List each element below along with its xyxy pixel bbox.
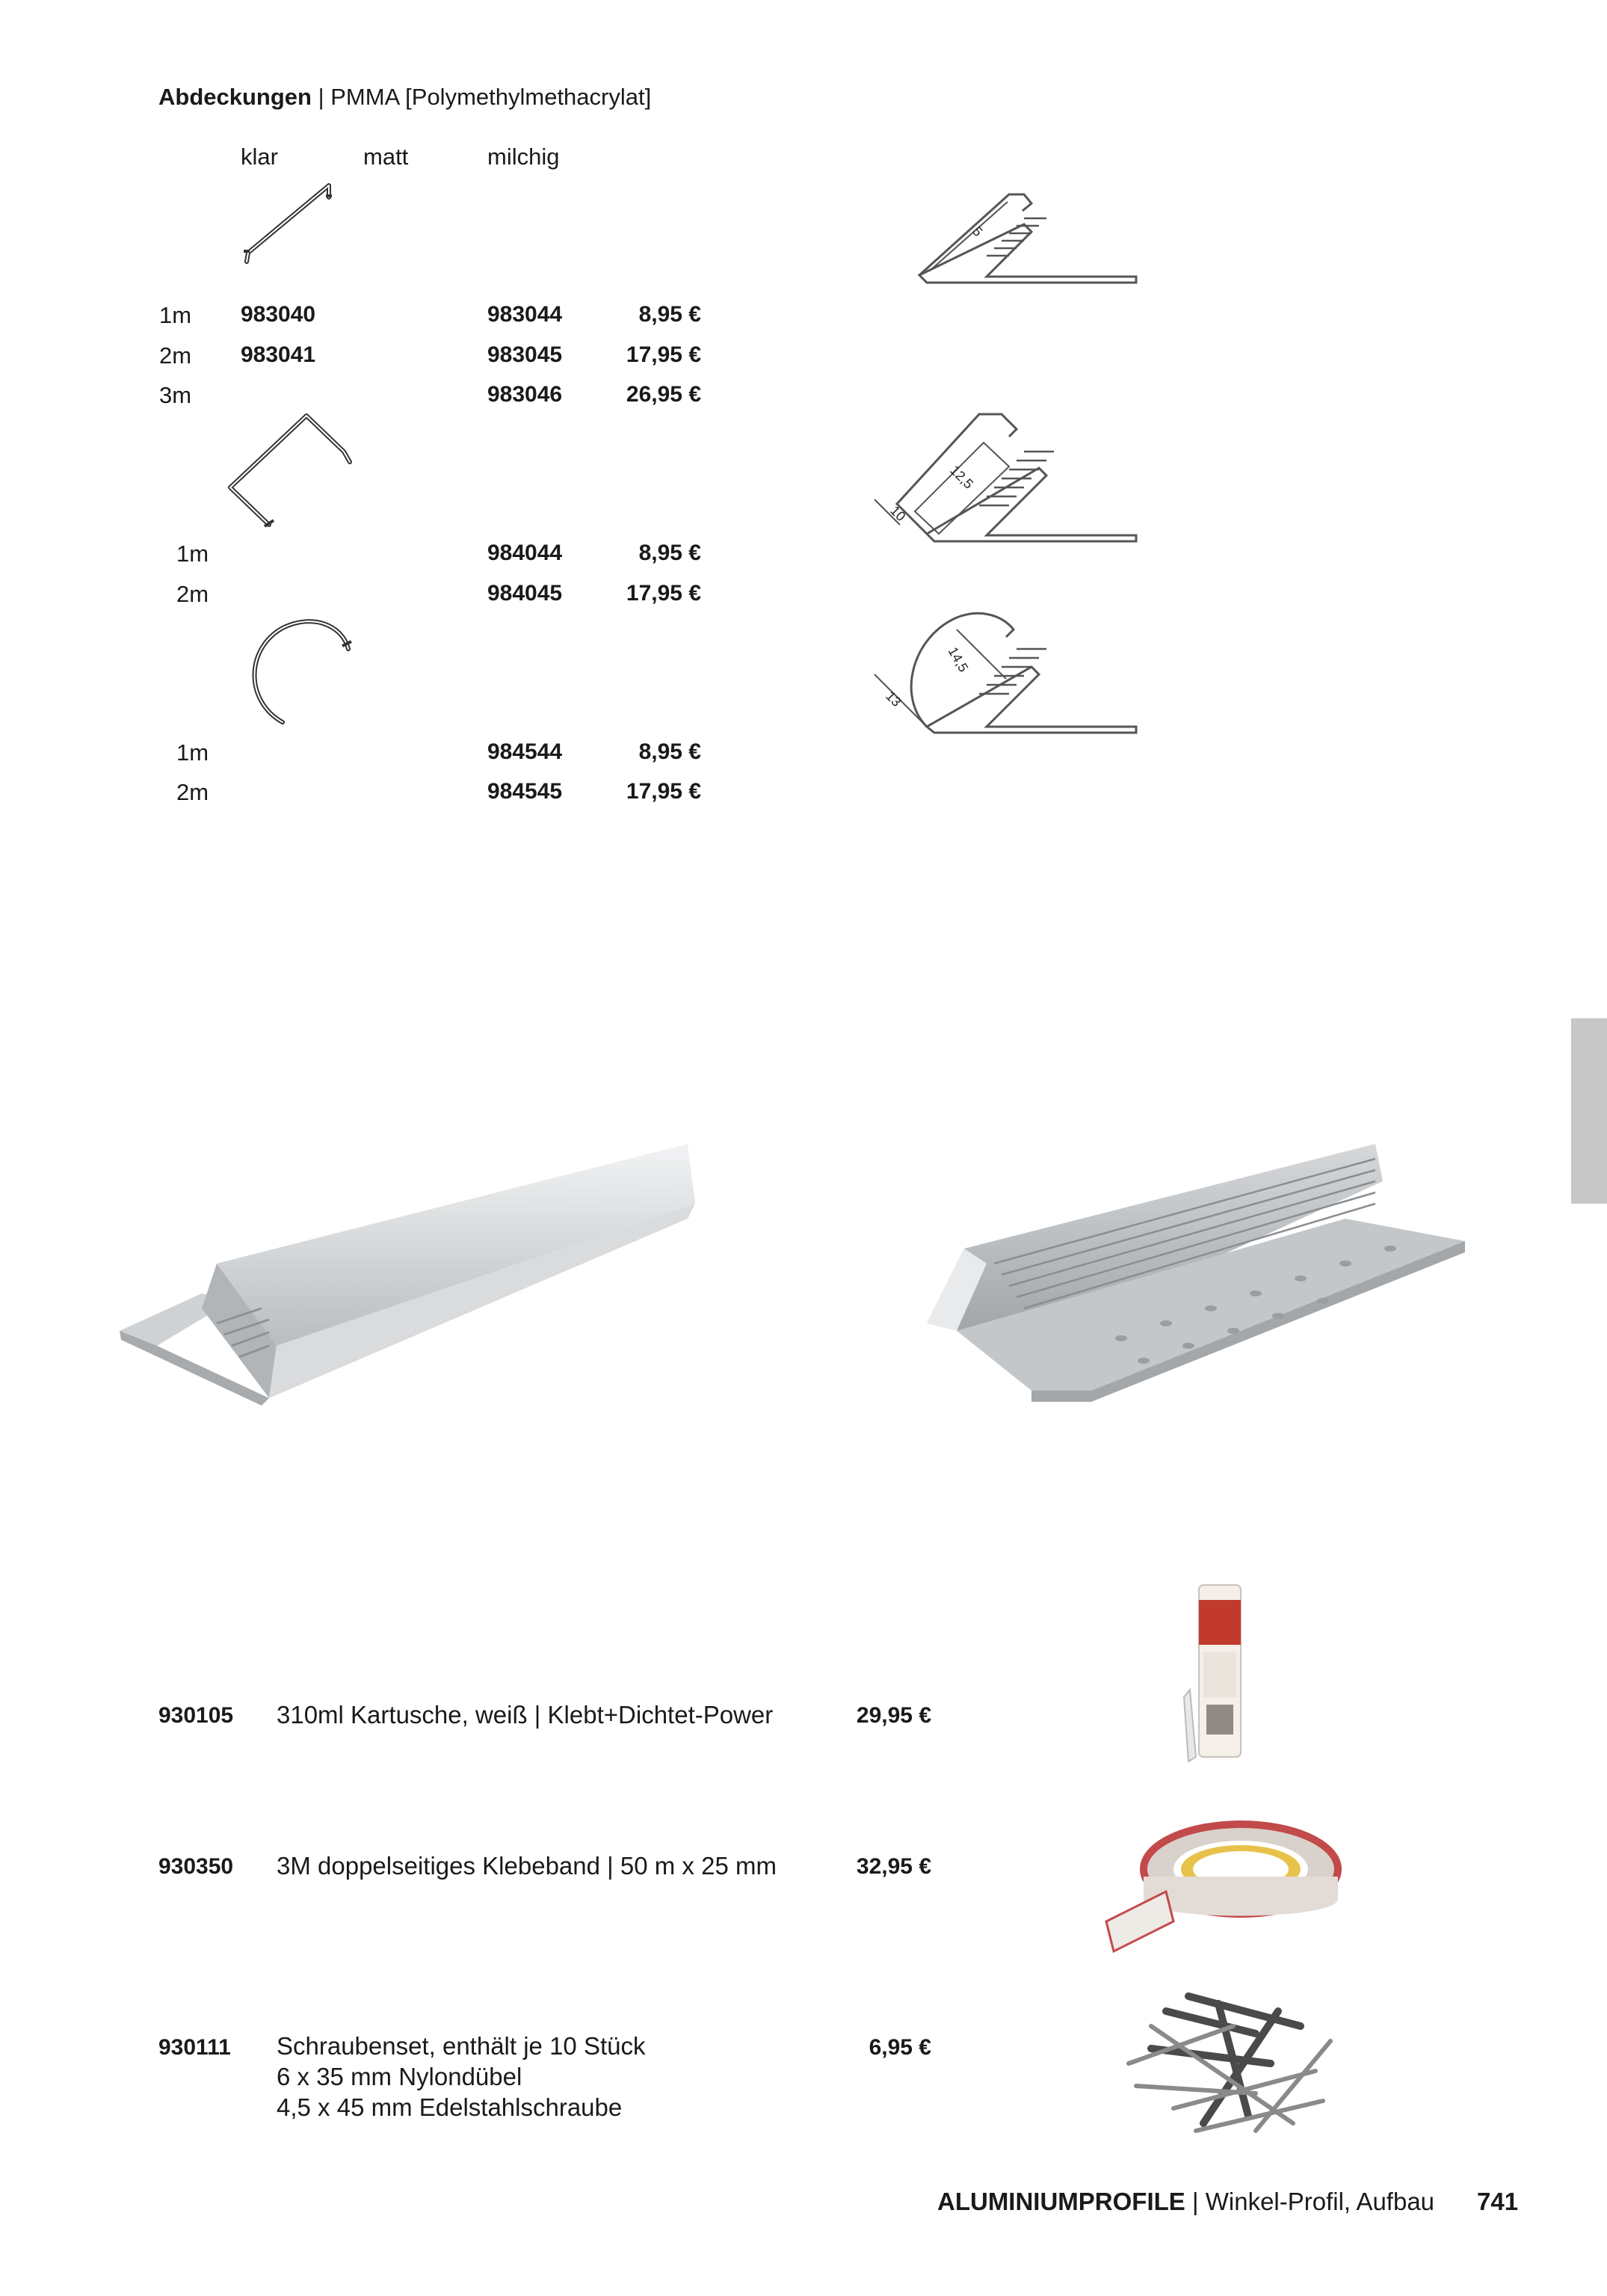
dim-10: 10	[887, 502, 909, 524]
cover1-row1-klar: 983040	[241, 302, 316, 327]
footer-separator: |	[1185, 2188, 1206, 2215]
cover-square-icon	[224, 413, 359, 532]
cover2-row1-milchig: 984044	[487, 541, 563, 565]
dim-5: 5	[969, 224, 986, 240]
accessory2-code: 930350	[158, 1854, 234, 1879]
cover1-row2-length: 2m	[159, 342, 192, 369]
cover3-row1-price: 8,95 €	[638, 739, 701, 764]
cover-round-icon	[238, 612, 357, 731]
cover1-row2-price: 17,95 €	[626, 342, 701, 367]
cover2-row1-length: 1m	[176, 541, 209, 567]
cover1-row1-milchig: 983044	[487, 302, 563, 327]
heading-bold: Abdeckungen	[158, 84, 312, 110]
cover2-row2-length: 2m	[176, 581, 209, 607]
accessory1-description: 310ml Kartusche, weiß | Klebt+Dichtet-Power	[277, 1701, 774, 1729]
footer-title	[937, 2188, 1434, 2216]
accessory2-price: 32,95 €	[856, 1854, 931, 1879]
column-klar: klar	[241, 144, 278, 170]
screw-set-photo	[1106, 1981, 1345, 2146]
accessory1-price: 29,95 €	[856, 1703, 931, 1728]
cartridge-photo	[1173, 1578, 1256, 1779]
accessory3-price: 6,95 €	[869, 2035, 931, 2060]
cover3-row1-length: 1m	[176, 739, 209, 766]
column-matt: matt	[363, 144, 409, 170]
chapter-tab	[1571, 1018, 1607, 1204]
accessory2-description: 3M doppelseitiges Klebeband | 50 m x 25 mm	[277, 1852, 777, 1880]
dim-13: 13	[883, 688, 904, 710]
footer-bold: ALUMINIUMPROFILE	[937, 2188, 1185, 2215]
cover2-row1-price: 8,95 €	[638, 541, 701, 565]
aluminium-profile-photo	[112, 1121, 710, 1421]
heading-separator: |	[311, 84, 331, 110]
column-milchig: milchig	[487, 144, 560, 170]
profile-12-diagram	[867, 407, 1151, 549]
accessory1-code: 930105	[158, 1703, 234, 1728]
cover1-row3-length: 3m	[159, 382, 192, 408]
cover-flat-icon	[239, 179, 336, 269]
cover1-row2-klar: 983041	[241, 342, 316, 367]
cover1-row2-milchig: 983045	[487, 342, 563, 367]
section-heading	[158, 84, 651, 111]
accessory3-line3: 4,5 x 45 mm Edelstahlschraube	[277, 2093, 623, 2121]
cover3-row2-length: 2m	[176, 779, 209, 805]
cover1-row3-milchig: 983046	[487, 382, 563, 407]
profile-5-diagram	[912, 187, 1151, 292]
cover2-row2-milchig: 984045	[487, 581, 563, 606]
page-number: 741	[1477, 2188, 1519, 2215]
accessory3-code: 930111	[158, 2035, 231, 2060]
cover3-row2-price: 17,95 €	[626, 779, 701, 804]
aluminium-profile-photo-back	[882, 1121, 1480, 1421]
dim-14-5: 14,5	[945, 644, 972, 675]
profile-14-diagram	[867, 607, 1151, 742]
dim-12-5: 12,5	[947, 462, 977, 492]
cover1-row1-price: 8,95 €	[638, 302, 701, 327]
cover2-row2-price: 17,95 €	[626, 581, 701, 606]
cover1-row1-length: 1m	[159, 302, 192, 328]
accessory3-line1: Schraubenset, enthält je 10 Stück	[277, 2032, 646, 2060]
tape-roll-photo	[1091, 1809, 1345, 1959]
heading-rest: PMMA [Polymethylmethacrylat]	[330, 84, 652, 110]
cover3-row2-milchig: 984545	[487, 779, 563, 804]
footer-subtitle: Winkel-Profil, Aufbau	[1205, 2188, 1435, 2215]
cover1-row3-price: 26,95 €	[626, 382, 701, 407]
accessory3-line2: 6 x 35 mm Nylondübel	[277, 2063, 522, 2090]
cover3-row1-milchig: 984544	[487, 739, 563, 764]
